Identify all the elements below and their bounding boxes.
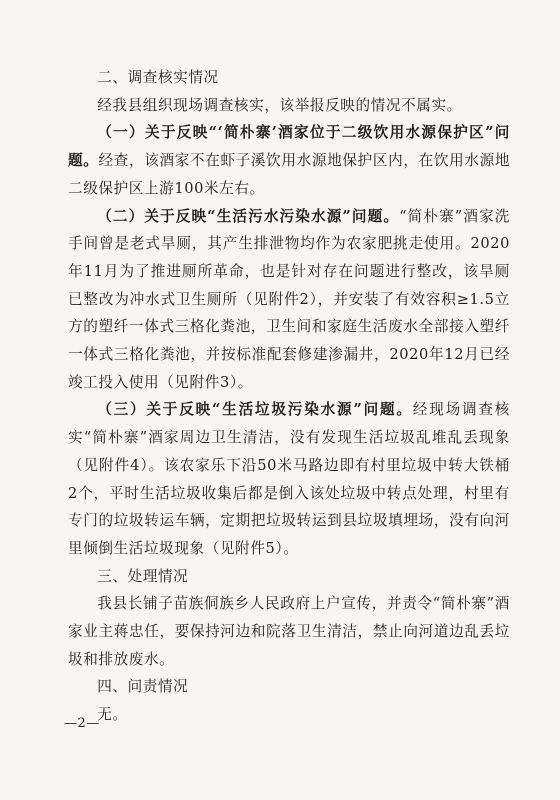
section-2-heading: 二、调查核实情况 — [97, 69, 219, 86]
page-number: —2— — [64, 716, 100, 731]
item-3-body: 经现场调查核实“简朴寨”酒家周边卫生清洁，没有发现生活垃圾乱堆乱丢现象（见附件4）。该农家乐下沿50米马路边即有村里垃圾中转大铁桶2个，平时生活垃圾收集后都是倒入该处垃圾中转点处理，村里有专门的垃圾转运车辆，定期把垃圾转运到县垃圾填埋场，没有向河里倾倒生活垃圾现象（见附件5）。 — [68, 401, 510, 557]
item-2-title: （二）关于反映“生活污水污染水源”问题。 — [97, 207, 400, 225]
section-4-heading: 四、问责情况 — [97, 678, 189, 696]
item-1-body: 经查，该酒家不在虾子溪饮用水源地保护区内，在饮用水源地二级保护区上游100米左右。 — [68, 152, 511, 197]
item-1-title: （一）关于反映“‘简朴寨’酒家位于二级饮用水源保护区”问题。 — [68, 124, 510, 170]
item-2-paragraph — [68, 203, 510, 397]
item-1-paragraph — [68, 119, 510, 202]
item-3-title: （三）关于反映“生活垃圾污染水源”问题。 — [97, 401, 413, 419]
section-3-body: 我县长铺子苗族侗族乡人民政府上户宣传，并责令“简朴寨”酒家业主蒋忠任，要保持河边和院落卫生清洁，禁止向河道边乱丢垃圾和排放废水。 — [68, 595, 510, 668]
section-3-heading: 三、处理情况 — [97, 567, 189, 585]
item-2-body: “简朴寨”酒家洗手间曾是老式旱厕，其产生排泄物均作为农家肥挑走使用。2020年11月为了推进厕所革命，也是针对存在问题进行整改，该旱厕已整改为冲水式卫生厕所（见附件2），并安装了有效容积≥1.5立方的塑纤一体式三格化粪池，卫生间和家庭生活废水全部接入塑纤一体式三格化粪池，并按标准配套修建渗漏井，2020年12月已经竣工投入使用（见附件3）。 — [68, 207, 510, 391]
section-4-body: 无。 — [97, 706, 128, 724]
item-3-paragraph — [68, 396, 510, 562]
section-2-intro: 经我县组织现场调查核实，该举报反映的情况不属实。 — [97, 96, 462, 114]
